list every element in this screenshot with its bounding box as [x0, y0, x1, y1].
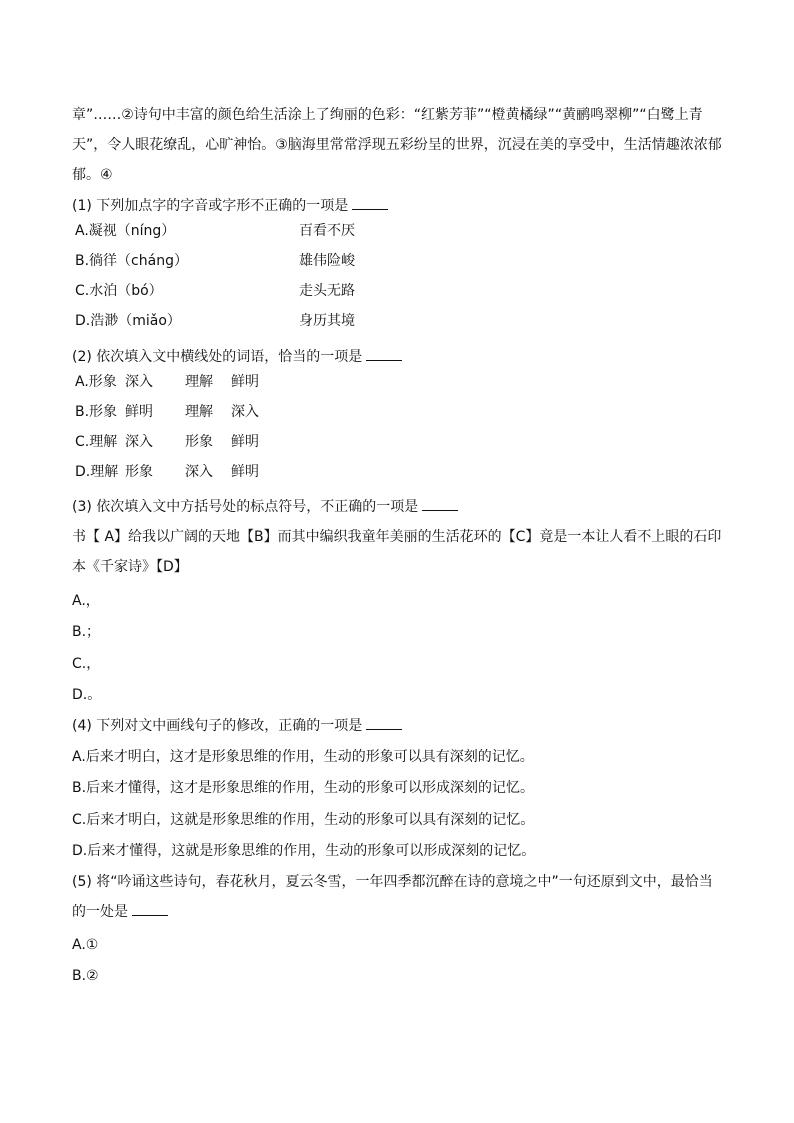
q2-option-b	[75, 402, 277, 422]
q1-option-c	[75, 281, 355, 301]
q2-option-c-word-1: 深入	[125, 434, 153, 450]
q3-option-b: B.；	[72, 624, 101, 640]
question-2-stem	[72, 347, 402, 367]
q1-option-a-left: A.凝视（níng）	[75, 223, 176, 239]
question-1-stem	[72, 196, 388, 216]
q4-option-a: A.后来才明白，这才是形象思维的作用，生动的形象可以具有深刻的记忆。	[72, 749, 534, 765]
question-3-stem	[72, 497, 458, 517]
q4-option-d: D.后来才懂得，这就是形象思维的作用，生动的形象可以形成深刻的记忆。	[72, 843, 536, 859]
q1-option-c-left: C.水泊（bó）	[75, 283, 163, 299]
q3-option-d: D.。	[72, 687, 102, 703]
q1-option-d-right: 身历其境	[299, 313, 355, 329]
q5-option-a: A.①	[72, 937, 99, 953]
question-2-text: (2) 依次填入文中横线处的词语，恰当的一项是	[72, 349, 363, 365]
q2-option-c-word-3: 鲜明	[231, 434, 259, 450]
q2-option-b-word-1: 鲜明	[125, 404, 153, 420]
q2-option-d-label: D.理解	[75, 464, 119, 480]
q2-option-d-word-2: 深入	[185, 464, 213, 480]
q2-option-c-label: C.理解	[75, 434, 118, 450]
question-3-text: (3) 依次填入文中方括号处的标点符号，不正确的一项是	[72, 499, 419, 515]
q2-option-a-label: A.形象	[75, 374, 117, 390]
q2-option-a	[75, 372, 277, 392]
question-4-text: (4) 下列对文中画线句子的修改，正确的一项是	[72, 718, 363, 734]
q3-option-c: C.，	[72, 656, 101, 672]
q2-option-a-word-1: 深入	[125, 374, 153, 390]
q2-option-b-word-2: 理解	[185, 404, 213, 420]
question-4-stem	[72, 716, 402, 736]
answer-blank	[422, 498, 458, 511]
q4-option-b: B.后来才懂得，这才是形象思维的作用，生动的形象可以形成深刻的记忆。	[72, 780, 535, 796]
q1-option-d-left: D.浩渺（miǎo）	[75, 313, 181, 329]
answer-blank	[132, 903, 168, 916]
q1-option-b-left: B.徜徉（cháng）	[75, 253, 188, 269]
q4-option-c: C.后来才明白，这就是形象思维的作用，生动的形象可以具有深刻的记忆。	[72, 812, 535, 828]
question-5-stem	[72, 867, 724, 927]
q1-option-b-right: 雄伟险峻	[299, 253, 355, 269]
intro-paragraph: 章”……②诗句中丰富的颜色给生活涂上了绚丽的色彩：“红紫芳菲”“橙黄橘绿”“黄鹂鸣翠柳”“白鹭上青天”，令人眼花缭乱，心旷神怡。③脑海里常常浮现五彩纷呈的世界，沉浸在美的享受中，生活情趣浓浓郁郁。④	[72, 107, 722, 183]
q2-option-b-word-3: 深入	[231, 404, 259, 420]
question-5-text: (5) 将“吟诵这些诗句，春花秋月，夏云冬雪，一年四季都沉醉在诗的意境之中”一句还原到文中，最恰当的一处是	[72, 874, 713, 920]
q1-option-d	[75, 311, 355, 331]
q2-option-b-label: B.形象	[75, 404, 118, 420]
q2-option-c-word-2: 形象	[185, 434, 213, 450]
q2-option-d-word-1: 形象	[125, 464, 153, 480]
answer-blank	[352, 197, 388, 210]
answer-blank	[366, 348, 402, 361]
q2-option-d	[75, 462, 277, 482]
q5-option-b: B.②	[72, 968, 99, 984]
q1-option-a-right: 百看不厌	[299, 223, 355, 239]
answer-blank	[366, 717, 402, 730]
q3-passage: 书【 A】给我以广阔的天地【B】而其中编织我童年美丽的生活花环的【C】竟是一本让人看不上眼的石印本《千家诗》【D】	[72, 529, 722, 575]
q2-option-a-word-2: 理解	[185, 374, 213, 390]
q1-option-c-right: 走头无路	[299, 283, 355, 299]
q2-option-d-word-3: 鲜明	[231, 464, 259, 480]
q1-option-a	[75, 221, 355, 241]
q3-option-a: A.，	[72, 593, 100, 609]
question-1-text: (1) 下列加点字的字音或字形不正确的一项是	[72, 198, 349, 214]
q1-option-b	[75, 251, 355, 271]
q2-option-a-word-3: 鲜明	[231, 374, 259, 390]
q2-option-c	[75, 432, 277, 452]
